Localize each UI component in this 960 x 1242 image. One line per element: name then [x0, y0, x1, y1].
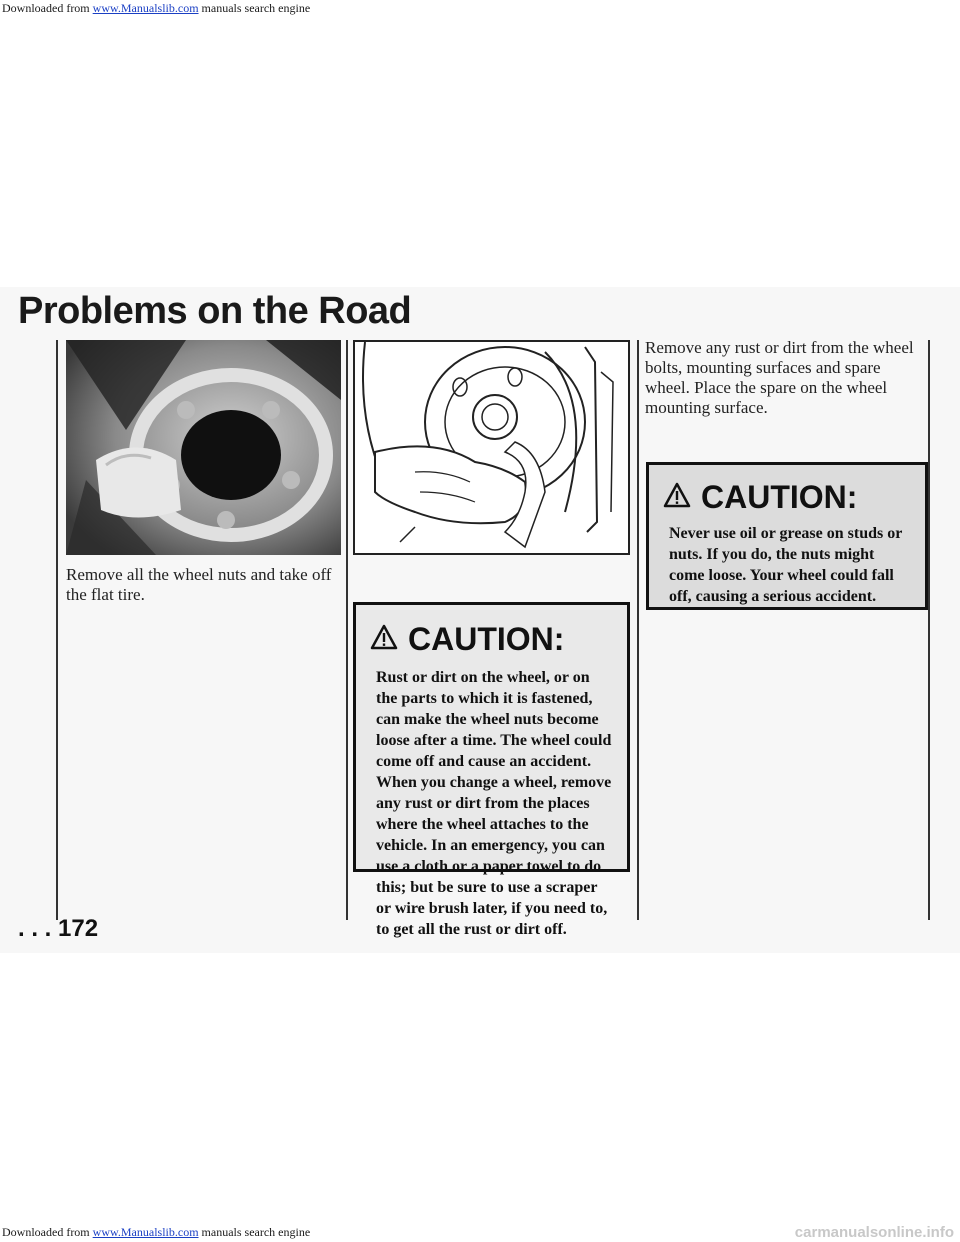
watermark-text: carmanualsonline.info — [794, 1224, 954, 1241]
column-rule-right — [637, 340, 639, 920]
footer-suffix: manuals search engine — [198, 1225, 311, 1239]
download-banner — [0, 0, 960, 16]
hub-cleaning-illustration — [353, 340, 630, 555]
page-title: Problems on the Road — [18, 290, 412, 332]
footer-banner — [0, 1224, 960, 1242]
column-rule-left — [56, 340, 58, 920]
column-rule-edge — [928, 340, 930, 920]
footer-download-text — [2, 1224, 310, 1240]
caution-box-grease — [646, 462, 928, 610]
caution-box-rust — [353, 602, 630, 938]
footer-manualslib-link[interactable]: www.Manualslib.com — [92, 1225, 199, 1239]
banner-suffix: manuals search engine — [198, 1, 311, 15]
warning-triangle-icon — [663, 479, 691, 516]
caution-body-text: Rust or dirt on the wheel, or on the parts to which it is fastened, can make the wheel nuts become loose after a time. The wheel could come off and cause an accident. When you change a wheel, remove any rust or dirt from the places where the wheel attaches to the vehicle. In an emergency, you can use a cloth or a paper towel to do this; but be sure to use a scraper or wire brush later, if you need to, to get all the rust or dirt off. — [376, 669, 612, 938]
warning-triangle-icon — [370, 621, 398, 658]
page-number: . . . 172 — [18, 915, 99, 942]
caution-heading — [370, 621, 564, 658]
wheel-nut-photo — [66, 340, 341, 555]
remove-nuts-text: Remove all the wheel nuts and take off the flat tire. — [66, 565, 332, 604]
caution-body-text: Never use oil or grease on studs or nuts. If you do, the nuts might come loose. Your wheel could fall off, causing a serious accident. — [669, 525, 903, 605]
caution-heading-text: CAUTION: — [408, 621, 565, 657]
banner-prefix: Downloaded from — [2, 1, 93, 15]
caution-heading — [663, 479, 857, 516]
footer-prefix: Downloaded from — [2, 1225, 93, 1239]
column-rule-middle — [346, 340, 348, 920]
caution-heading-text: CAUTION: — [701, 479, 858, 515]
manualslib-link[interactable]: www.Manualslib.com — [92, 1, 199, 15]
remove-rust-text: Remove any rust or dirt from the wheel bolts, mounting surfaces and spare wheel. Place the spare on the wheel mounting surface. — [645, 338, 914, 417]
